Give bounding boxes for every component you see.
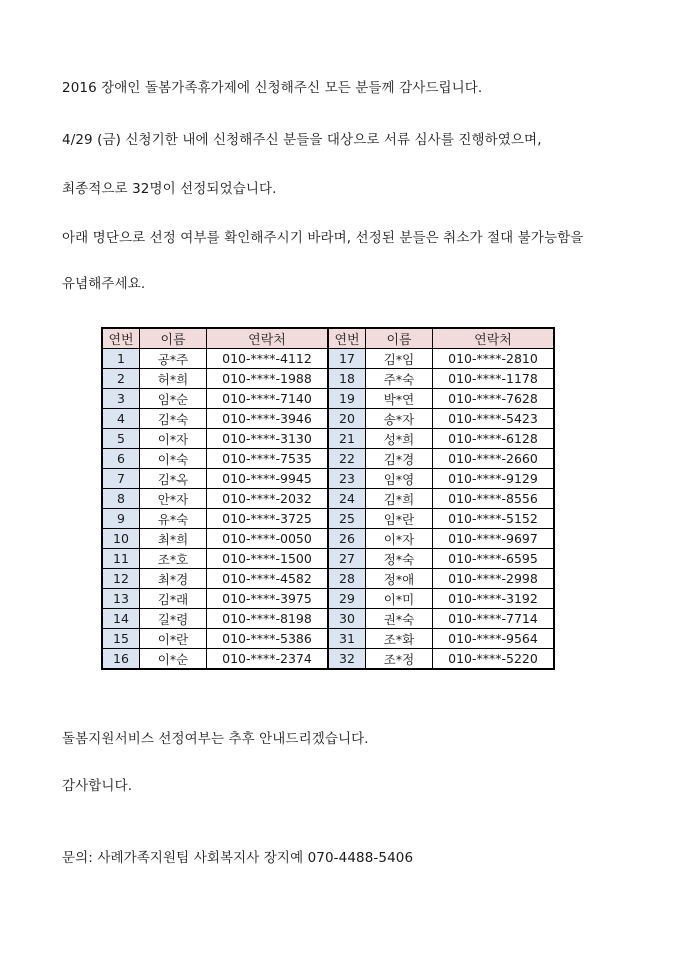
table-row	[102, 489, 554, 509]
row-phone: 010-****-4112	[207, 349, 329, 369]
row-name: 최*경	[140, 569, 207, 589]
row-number: 11	[102, 549, 140, 569]
row-phone: 010-****-8556	[433, 489, 555, 509]
row-name: 임*란	[366, 509, 433, 529]
contact-info-text: 문의: 사례가족지원팀 사회복지사 장지예 070-4488-5406	[62, 850, 414, 866]
row-number: 14	[102, 609, 140, 629]
row-number: 24	[328, 489, 366, 509]
row-number: 23	[328, 469, 366, 489]
row-phone: 010-****-2374	[207, 649, 329, 670]
row-phone: 010-****-7628	[433, 389, 555, 409]
row-name: 이*미	[366, 589, 433, 609]
row-name: 송*자	[366, 409, 433, 429]
table-row	[102, 469, 554, 489]
review-process-text: 4/29 (금) 신청기한 내에 신청해주신 분들을 대상으로 서류 심사를 진행하였으며,	[62, 132, 542, 148]
service-notice-text: 돌봄지원서비스 선정여부는 추후 안내드리겠습니다.	[62, 731, 369, 747]
row-name: 성*희	[366, 429, 433, 449]
check-list-text: 아래 명단으로 선정 여부를 확인해주시기 바라며, 선정된 분들은 취소가 절대 불가능함을	[62, 230, 584, 246]
table-row	[102, 629, 554, 649]
row-number: 7	[102, 469, 140, 489]
row-name: 이*순	[140, 649, 207, 670]
row-name: 박*연	[366, 389, 433, 409]
row-phone: 010-****-9945	[207, 469, 329, 489]
row-name: 유*숙	[140, 509, 207, 529]
row-phone: 010-****-7714	[433, 609, 555, 629]
table-row	[102, 509, 554, 529]
table-row	[102, 409, 554, 429]
selection-count-text: 최종적으로 32명이 선정되었습니다.	[62, 181, 277, 197]
row-number: 32	[328, 649, 366, 670]
header-phone: 연락처	[207, 328, 329, 349]
row-number: 22	[328, 449, 366, 469]
row-phone: 010-****-2660	[433, 449, 555, 469]
table-row	[102, 569, 554, 589]
row-phone: 010-****-9697	[433, 529, 555, 549]
row-phone: 010-****-9564	[433, 629, 555, 649]
row-number: 6	[102, 449, 140, 469]
row-number: 25	[328, 509, 366, 529]
row-name: 허*희	[140, 369, 207, 389]
row-phone: 010-****-4582	[207, 569, 329, 589]
row-number: 1	[102, 349, 140, 369]
row-number: 29	[328, 589, 366, 609]
row-name: 임*순	[140, 389, 207, 409]
row-name: 이*자	[140, 429, 207, 449]
row-number: 16	[102, 649, 140, 670]
row-phone: 010-****-3130	[207, 429, 329, 449]
row-name: 임*영	[366, 469, 433, 489]
row-phone: 010-****-3975	[207, 589, 329, 609]
row-number: 19	[328, 389, 366, 409]
row-name: 김*옥	[140, 469, 207, 489]
header-phone: 연락처	[433, 328, 555, 349]
row-number: 5	[102, 429, 140, 449]
row-name: 길*령	[140, 609, 207, 629]
row-number: 15	[102, 629, 140, 649]
row-phone: 010-****-0050	[207, 529, 329, 549]
table-row	[102, 429, 554, 449]
row-number: 10	[102, 529, 140, 549]
row-phone: 010-****-1500	[207, 549, 329, 569]
header-name: 이름	[140, 328, 207, 349]
row-phone: 010-****-2032	[207, 489, 329, 509]
row-number: 17	[328, 349, 366, 369]
header-name: 이름	[366, 328, 433, 349]
closing-thanks-text: 감사합니다.	[62, 778, 133, 794]
row-number: 13	[102, 589, 140, 609]
table-row	[102, 609, 554, 629]
row-name: 조*호	[140, 549, 207, 569]
caution-text: 유념해주세요.	[62, 276, 146, 292]
row-name: 김*경	[366, 449, 433, 469]
row-number: 28	[328, 569, 366, 589]
row-phone: 010-****-8198	[207, 609, 329, 629]
table-row	[102, 349, 554, 369]
row-name: 이*자	[366, 529, 433, 549]
row-name: 주*숙	[366, 369, 433, 389]
row-phone: 010-****-5220	[433, 649, 555, 670]
table-row	[102, 529, 554, 549]
header-number: 연번	[328, 328, 366, 349]
row-name: 공*주	[140, 349, 207, 369]
row-phone: 010-****-6595	[433, 549, 555, 569]
row-phone: 010-****-3192	[433, 589, 555, 609]
row-phone: 010-****-3725	[207, 509, 329, 529]
row-name: 김*숙	[140, 409, 207, 429]
row-phone: 010-****-1988	[207, 369, 329, 389]
table-row	[102, 449, 554, 469]
row-number: 9	[102, 509, 140, 529]
row-name: 김*임	[366, 349, 433, 369]
row-name: 김*래	[140, 589, 207, 609]
header-number: 연번	[102, 328, 140, 349]
intro-thanks-text: 2016 장애인 돌봄가족휴가제에 신청해주신 모든 분들께 감사드립니다.	[62, 80, 483, 96]
row-name: 이*란	[140, 629, 207, 649]
row-phone: 010-****-2998	[433, 569, 555, 589]
table-row	[102, 589, 554, 609]
row-phone: 010-****-7535	[207, 449, 329, 469]
row-number: 4	[102, 409, 140, 429]
row-name: 정*숙	[366, 549, 433, 569]
row-name: 안*자	[140, 489, 207, 509]
row-name: 김*희	[366, 489, 433, 509]
row-number: 27	[328, 549, 366, 569]
row-phone: 010-****-3946	[207, 409, 329, 429]
row-number: 31	[328, 629, 366, 649]
row-phone: 010-****-2810	[433, 349, 555, 369]
row-name: 조*정	[366, 649, 433, 670]
row-number: 3	[102, 389, 140, 409]
row-number: 26	[328, 529, 366, 549]
row-number: 20	[328, 409, 366, 429]
selected-roster-table	[101, 327, 555, 670]
row-number: 12	[102, 569, 140, 589]
row-number: 18	[328, 369, 366, 389]
table-header-row	[102, 328, 554, 349]
row-phone: 010-****-5386	[207, 629, 329, 649]
table-row	[102, 549, 554, 569]
row-name: 정*애	[366, 569, 433, 589]
row-number: 21	[328, 429, 366, 449]
row-phone: 010-****-1178	[433, 369, 555, 389]
row-number: 8	[102, 489, 140, 509]
row-name: 최*희	[140, 529, 207, 549]
table-row	[102, 389, 554, 409]
row-phone: 010-****-9129	[433, 469, 555, 489]
table-row	[102, 369, 554, 389]
row-name: 권*숙	[366, 609, 433, 629]
row-name: 이*숙	[140, 449, 207, 469]
row-number: 30	[328, 609, 366, 629]
row-phone: 010-****-6128	[433, 429, 555, 449]
table-row	[102, 649, 554, 670]
row-number: 2	[102, 369, 140, 389]
row-name: 조*화	[366, 629, 433, 649]
row-phone: 010-****-5152	[433, 509, 555, 529]
row-phone: 010-****-5423	[433, 409, 555, 429]
row-phone: 010-****-7140	[207, 389, 329, 409]
